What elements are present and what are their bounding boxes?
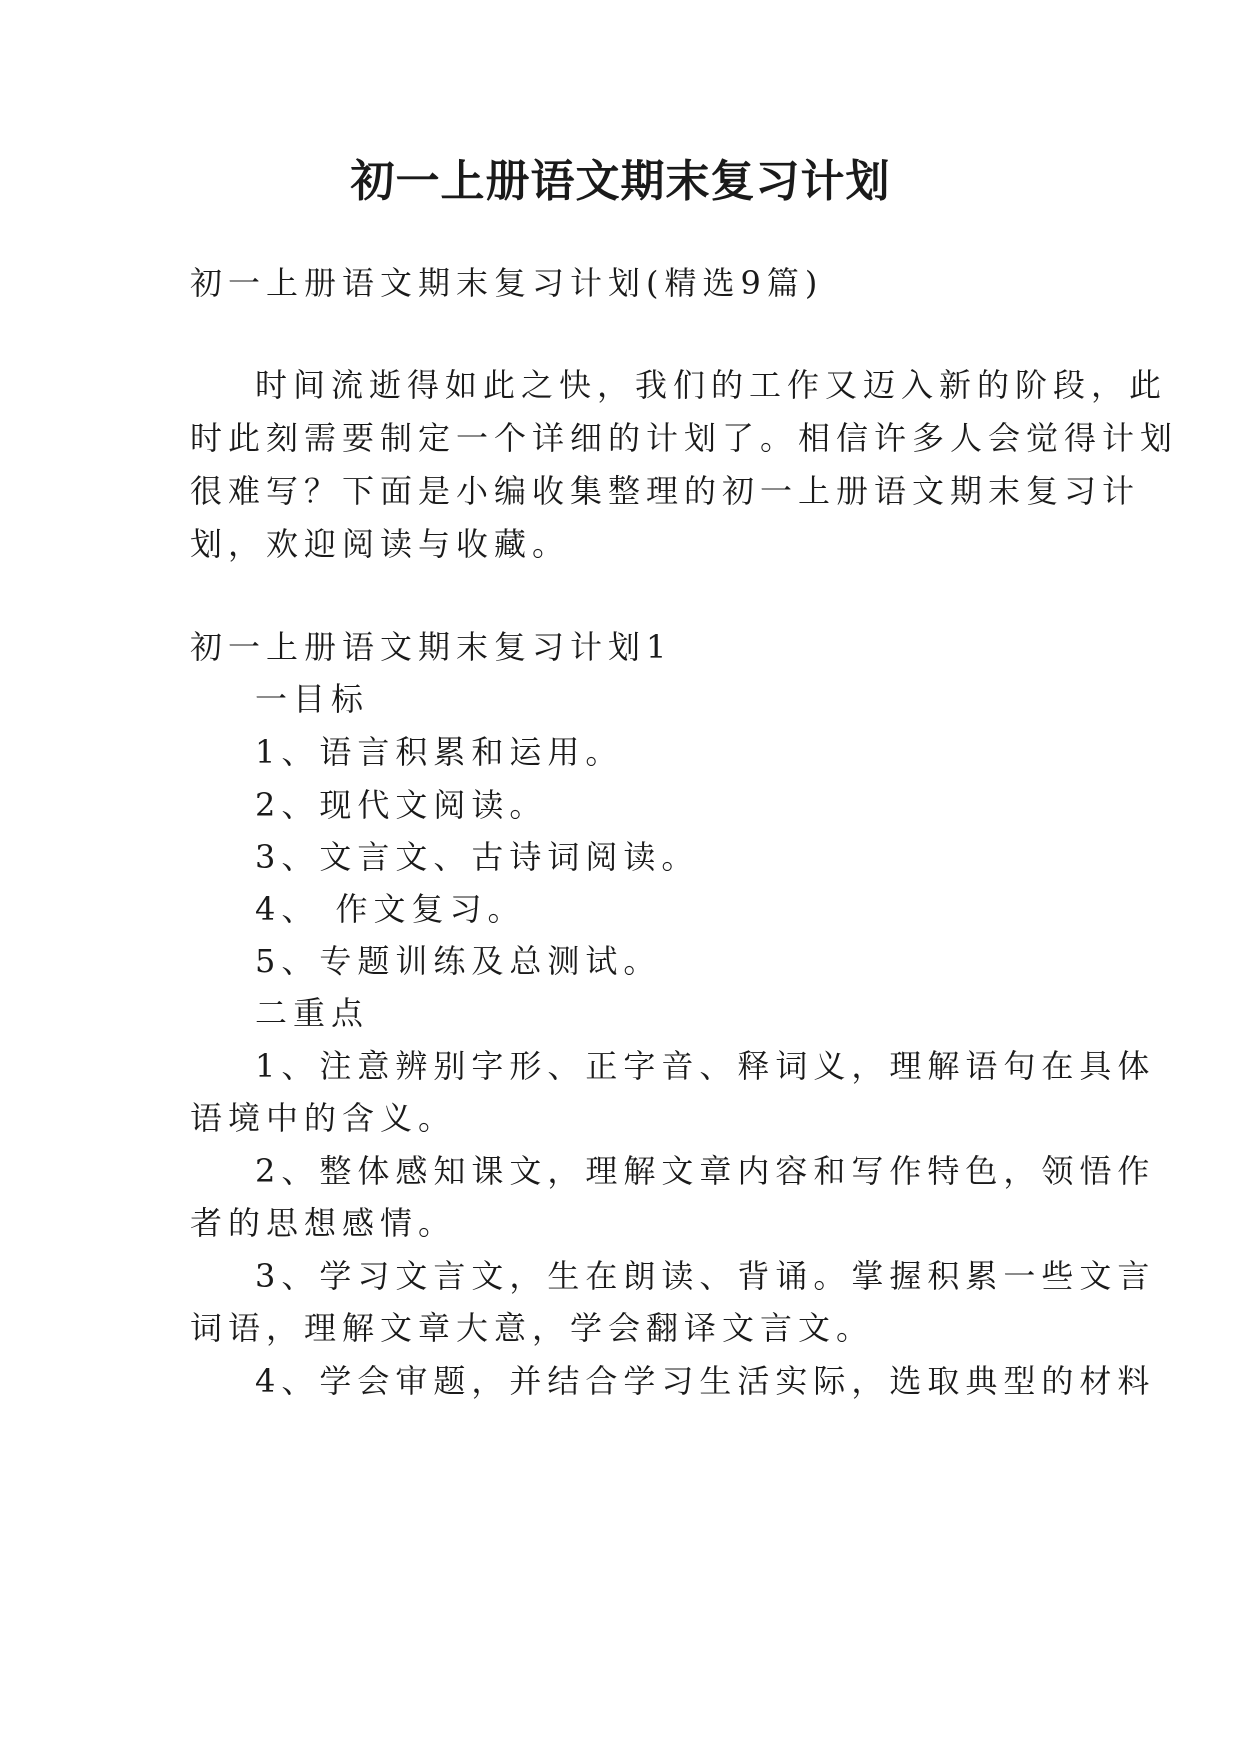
intro-line: 划，欢迎阅读与收藏。 [190, 525, 571, 563]
intro-line: 时此刻需要制定一个详细的计划了。相信许多人会觉得计划 [190, 419, 1179, 457]
focus-line: 2、整体感知课文，理解文章内容和写作特色，领悟作 [255, 1152, 1156, 1190]
goal-item: 2、现代文阅读。 [255, 786, 548, 824]
focus-line: 1、注意辨别字形、正字音、释词义，理解语句在具体 [255, 1047, 1156, 1085]
document-title: 初一上册语文期末复习计划 [350, 156, 891, 207]
document-subtitle: 初一上册语文期末复习计划(精选9篇) [190, 264, 824, 302]
goal-item: 5、专题训练及总测试。 [255, 942, 662, 980]
goal-item: 3、文言文、古诗词阅读。 [255, 838, 700, 876]
focus-heading: 二重点 [255, 994, 370, 1032]
focus-line: 语境中的含义。 [190, 1099, 457, 1137]
goal-item: 1、语言积累和运用。 [255, 733, 624, 771]
intro-line: 时间流逝得如此之快，我们的工作又迈入新的阶段，此 [255, 366, 1168, 404]
goals-heading: 一目标 [255, 680, 370, 718]
goal-item: 4、 作文复习。 [255, 890, 526, 928]
focus-line: 4、学会审题，并结合学习生活实际，选取典型的材料 [255, 1362, 1156, 1400]
section-title: 初一上册语文期末复习计划1 [190, 628, 673, 666]
focus-line: 词语，理解文章大意，学会翻译文言文。 [190, 1309, 875, 1347]
focus-line: 3、学习文言文，生在朗读、背诵。掌握积累一些文言 [255, 1257, 1156, 1295]
intro-line: 很难写？下面是小编收集整理的初一上册语文期末复习计 [190, 472, 1141, 510]
focus-line: 者的思想感情。 [190, 1204, 457, 1242]
